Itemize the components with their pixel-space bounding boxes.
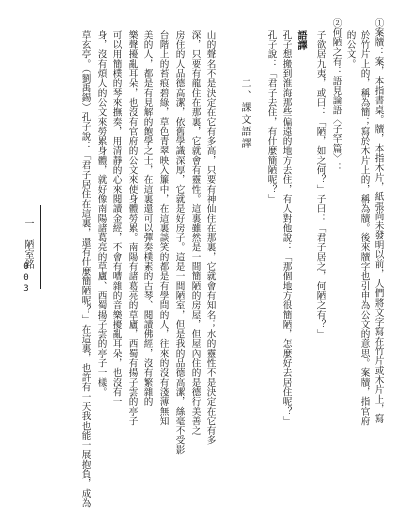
page-number: 003 [21, 262, 31, 295]
text-column: 的公文。 [344, 30, 356, 69]
text-column: 草玄亭。（劉禹錫）孔子說：「君子居住在這裏，還有什麼簡陋呢？」在這裏，也許有一天我也能一展抱負，成為 [79, 30, 91, 508]
text-column: 孔子說：「君子去住，有什麼簡陋呢？」 [265, 30, 277, 204]
text-column: 美的人，都是有見解的飽學之士，在這裏還可以彈奏樸素的古琴、閱讀佛經，沒有繁雜的 [141, 30, 153, 407]
text-column: 山的聲名不是決定在它有多高，只要有神仙住在那裏，它就會有知名；水的靈性不是決定在它有多 [204, 30, 216, 445]
text-column: 台階上的苔痕碧綠，草色青翠映入簾中，在這裏談笑的都是有學問的人，往來的沒有淺薄無知 [157, 30, 169, 426]
text-column: 房住的人品德高潔，依舊學識深厚，它就是好房子。這是一間陋室，但是我的品德高潔，絲毫不受影 [173, 30, 185, 455]
margin-rule [40, 205, 41, 289]
section-heading: 語譯 [295, 30, 306, 51]
text-column: ①案牘：案，本指書桌。牘，本指木片，紙張尚未發明以前，人們將文字寫在竹片或木片上，寫 [372, 18, 384, 424]
running-footer-label: 一 陋室銘 [22, 218, 33, 269]
text-column: 子欲居九夷，或曰：「陋，如之何？」子曰：「君子居之，何陋之有？」 [314, 30, 326, 339]
text-column: 樂聲擾亂耳朵，也沒有官府的公文來使身體勞累。南陽有諸葛亮的草廬，西蜀有揚子雲的亭子 [126, 30, 138, 426]
text-column: ②何陋之有：語見論語〈子罕篇〉： [330, 18, 342, 173]
text-column: 可以用簡樸的琴來撫奏，用清靜的心來閱讀金經，不會有嘈雜的音樂擾亂耳朵，也沒有一 [110, 30, 122, 407]
text-column: 身，沒有煩人的公文來勞累身體，就好像南陽諸葛亮的草廬、西蜀揚子雲的亭子一樣。 [95, 30, 107, 397]
section-title: 二、課文語譯 [239, 78, 250, 150]
text-column: 於竹片上的，稱為簡；寫於木片上的，稱為牘。後來牘字也引申為公文的意思。案牘，指官府 [358, 30, 370, 426]
text-column: 深，只要有龍住在那裏，它就會有靈性。這裏雖然是一間簡陋的房屋，但屋內住的是德行美善之 [189, 30, 201, 436]
text-column: 孔子想搬到淮海那些偏遠的地方去住，有人對他說：「那個地方很簡陋，怎麼好去居住呢？」 [280, 30, 292, 426]
